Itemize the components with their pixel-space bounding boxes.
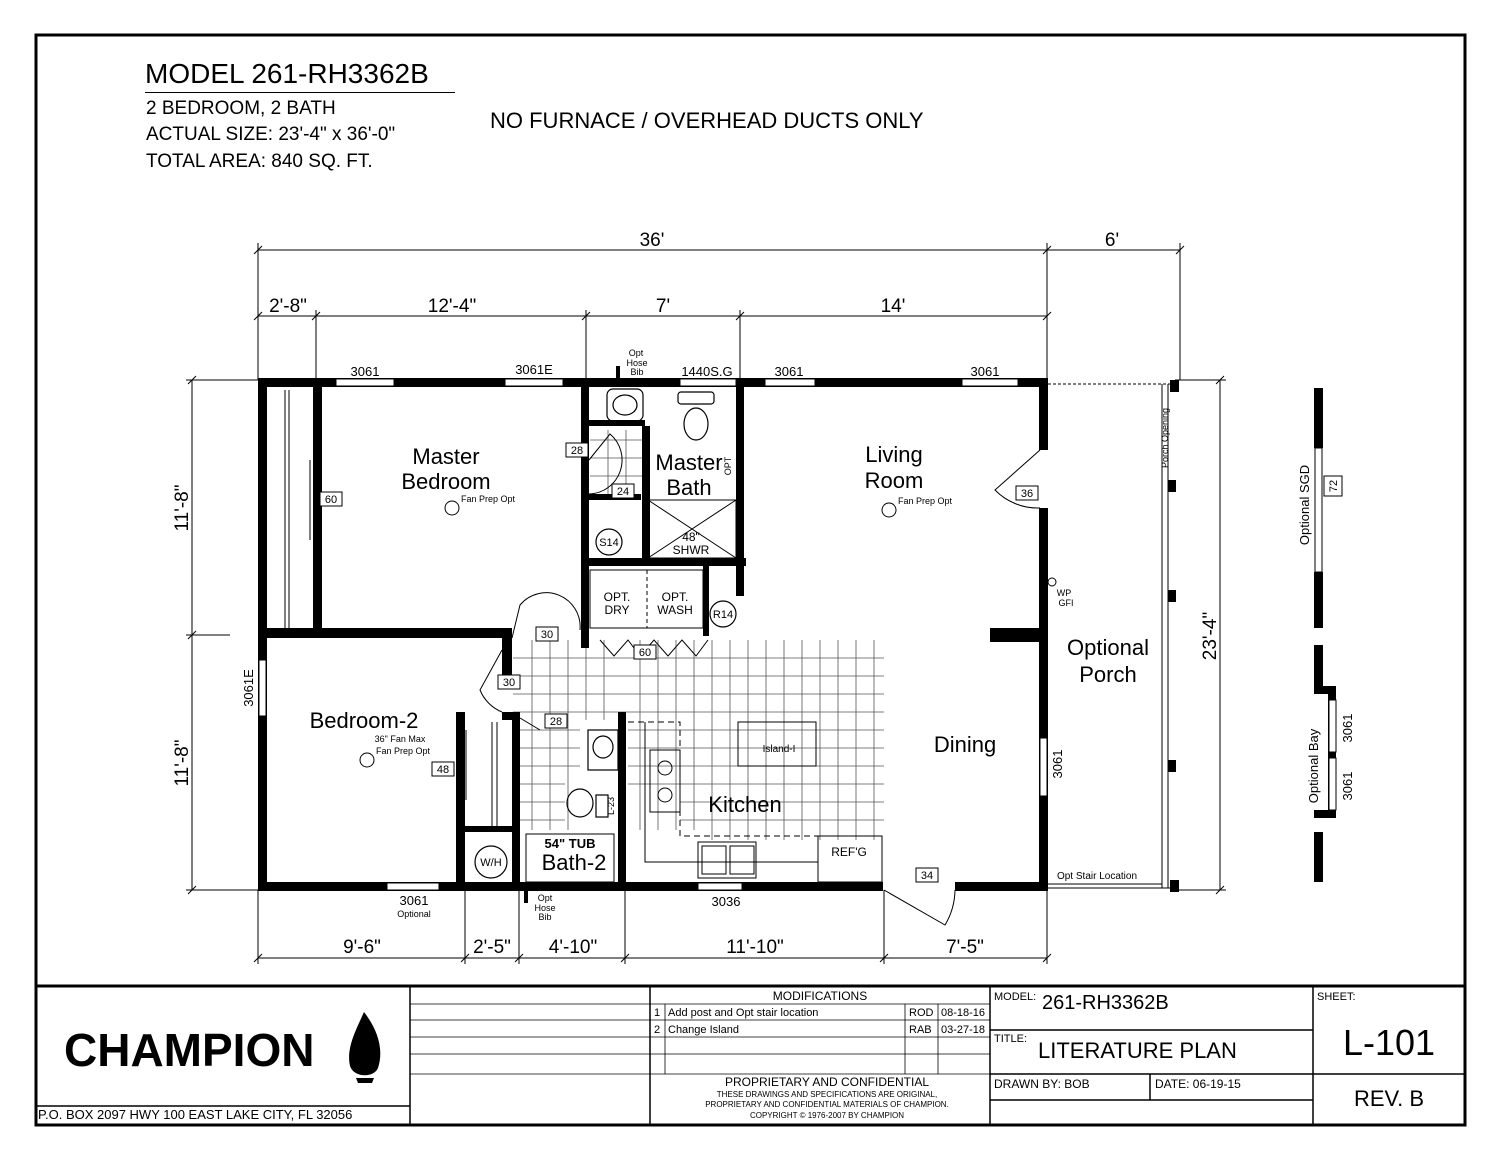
sheet-label: SHEET: bbox=[1317, 991, 1356, 1003]
room-bath-2: Bath-2 bbox=[541, 850, 607, 875]
dim-top-3: 7' bbox=[655, 296, 671, 317]
mod-description: Add post and Opt stair location bbox=[668, 1007, 819, 1019]
door-tag: 24 bbox=[616, 486, 630, 498]
window-label: 3061E bbox=[241, 669, 256, 707]
proprietary-notice bbox=[705, 1075, 949, 1120]
room-porch: Optional bbox=[1067, 635, 1149, 660]
window-label: 3061 bbox=[1340, 713, 1355, 743]
door-tag: 30 bbox=[540, 629, 554, 641]
living-fan-icon bbox=[882, 503, 896, 517]
tub-label: 54" TUB bbox=[544, 836, 596, 851]
hose-bib-icon bbox=[524, 891, 528, 903]
hose-bib-label: Hose bbox=[534, 903, 556, 913]
opt-wash-label: OPT. bbox=[661, 590, 689, 604]
mod-date: 03-27-18 bbox=[941, 1024, 986, 1036]
hose-bib-label: Bib bbox=[630, 367, 644, 377]
sheet-number: L-101 bbox=[1342, 1022, 1436, 1063]
actual-size-text: ACTUAL SIZE: 23'-4" x 36'-0" bbox=[146, 124, 396, 145]
water-heater-label: W/H bbox=[480, 857, 502, 869]
sheet-border bbox=[36, 35, 1465, 1125]
drawing-date: DATE: 06-19-15 bbox=[1155, 1077, 1241, 1091]
door-tag: 48 bbox=[436, 764, 450, 776]
dim-overall: 36' bbox=[639, 230, 665, 251]
window-label: 3061E bbox=[515, 362, 553, 377]
mod-description: Change Island bbox=[668, 1024, 739, 1036]
title-label: TITLE: bbox=[994, 1033, 1028, 1045]
drawn-by: DRAWN BY: BOB bbox=[994, 1077, 1090, 1091]
window-label: 3061 bbox=[1340, 771, 1355, 801]
model-title: MODEL 261-RH3362B bbox=[145, 58, 455, 93]
refrigerator-label: REF'G bbox=[831, 845, 867, 859]
dim-left-2: 11'-8" bbox=[172, 739, 193, 787]
mods-header: MODIFICATIONS bbox=[772, 989, 868, 1003]
dim-bottom-2: 2'-5" bbox=[473, 937, 511, 958]
mod-rows bbox=[654, 1007, 985, 1036]
room-master-bedroom: Master bbox=[412, 444, 480, 469]
window-label-optional: Optional bbox=[397, 909, 431, 919]
master-fan-icon bbox=[445, 501, 459, 515]
opt-dry-label: DRY bbox=[604, 603, 630, 617]
dim-top-4: 14' bbox=[880, 296, 906, 317]
door-tag: 36 bbox=[1020, 488, 1034, 500]
window-label: 3061 bbox=[970, 364, 1000, 379]
proprietary-title: PROPRIETARY AND CONFIDENTIAL bbox=[724, 1075, 930, 1089]
wp-gfi-label: WP bbox=[1056, 588, 1072, 598]
company-address: P.O. BOX 2097 HWY 100 EAST LAKE CITY, FL 32056 bbox=[38, 1107, 353, 1122]
dim-porch: 6' bbox=[1104, 230, 1120, 251]
sgd-tag: 72 bbox=[1328, 479, 1340, 493]
bedroom2-fan-icon bbox=[360, 753, 374, 767]
mod-by: RAB bbox=[909, 1024, 932, 1036]
opt-dry-label: OPT. bbox=[603, 590, 631, 604]
room-kitchen: Kitchen bbox=[708, 792, 782, 817]
door-tag: 60 bbox=[324, 494, 338, 506]
dim-bottom-5: 7'-5" bbox=[946, 937, 984, 958]
proprietary-line: THESE DRAWINGS AND SPECIFICATIONS ARE ORIGINAL, bbox=[716, 1090, 938, 1099]
logo-flame-icon bbox=[349, 1012, 380, 1083]
revision: REV. B bbox=[1353, 1086, 1425, 1111]
model-label: MODEL: bbox=[994, 991, 1037, 1003]
hose-bib-label: Hose bbox=[626, 358, 648, 368]
room-dining: Dining bbox=[933, 732, 997, 757]
room-master-bedroom: Bedroom bbox=[401, 469, 491, 494]
dim-left-1: 11'-8" bbox=[172, 484, 193, 532]
door-tag: 34 bbox=[920, 870, 934, 882]
fan-prep-label: Fan Prep Opt bbox=[897, 496, 953, 506]
proprietary-line: PROPRIETARY AND CONFIDENTIAL MATERIALS OF CHAMPION. bbox=[705, 1100, 949, 1109]
mod-by: ROD bbox=[909, 1007, 934, 1019]
mod-number: 1 bbox=[654, 1007, 661, 1019]
company-logo: CHAMPION bbox=[64, 1024, 315, 1076]
opt-wash-label: WASH bbox=[657, 603, 693, 617]
window-label: 3061 bbox=[399, 893, 429, 908]
porch-opening-label: Porch Opening bbox=[1160, 407, 1170, 469]
dim-top-1: 2'-8" bbox=[269, 296, 307, 317]
door-tags bbox=[320, 443, 1342, 882]
opt-label: OPT bbox=[723, 456, 733, 476]
door-tag: 28 bbox=[570, 445, 584, 457]
title-value: LITERATURE PLAN bbox=[1038, 1038, 1237, 1063]
door-tag: 60 bbox=[638, 647, 652, 659]
room-porch: Porch bbox=[1079, 662, 1137, 687]
dim-right: 23'-4" bbox=[1200, 611, 1221, 661]
dim-bottom-3: 4'-10" bbox=[548, 937, 598, 958]
optional-bay-label: Optional Bay bbox=[1306, 728, 1321, 804]
door-tag: 30 bbox=[502, 677, 516, 689]
hose-bib-icon bbox=[616, 366, 620, 378]
walls bbox=[258, 378, 1048, 891]
wp-gfi-outlet-icon bbox=[1048, 578, 1056, 586]
window-label: 3036 bbox=[711, 894, 741, 909]
copyright-line: COPYRIGHT © 1976-2007 BY CHAMPION bbox=[749, 1111, 905, 1120]
fan-prep-label: Fan Prep Opt bbox=[460, 494, 516, 504]
opt-stair-label: Opt Stair Location bbox=[1056, 871, 1138, 882]
room-master-bath: Bath bbox=[666, 475, 712, 500]
dim-bottom-1: 9'-6" bbox=[343, 937, 381, 958]
hose-bib-label: Opt bbox=[628, 348, 644, 358]
dim-top-2: 12'-4" bbox=[427, 296, 477, 317]
room-living: Living bbox=[865, 442, 923, 467]
optional-sgd-label: Optional SGD bbox=[1297, 464, 1312, 546]
bed-bath-text: 2 BEDROOM, 2 BATH bbox=[146, 98, 336, 119]
mod-date: 08-18-16 bbox=[941, 1007, 986, 1019]
window-label: 3061 bbox=[350, 364, 380, 379]
l23-label: L-23 bbox=[606, 796, 616, 816]
door-tag: 28 bbox=[549, 716, 563, 728]
window-label: 1440S.G bbox=[681, 364, 733, 379]
room-bedroom-2: Bedroom-2 bbox=[309, 708, 419, 733]
hose-bib-label: Opt bbox=[537, 893, 553, 903]
room-master-bath: Master bbox=[655, 450, 723, 475]
island-label: Island-I bbox=[762, 744, 796, 755]
room-labels bbox=[310, 442, 1149, 875]
total-area-text: TOTAL AREA: 840 SQ. FT. bbox=[146, 151, 373, 172]
shower-label: 48" bbox=[682, 530, 700, 544]
window-label: 3061 bbox=[1050, 749, 1065, 779]
fan-prep-label: Fan Prep Opt bbox=[375, 746, 431, 756]
mod-number: 2 bbox=[654, 1024, 661, 1036]
r14-label: R14 bbox=[712, 609, 734, 621]
s14-label: S14 bbox=[599, 537, 619, 549]
furnace-note: NO FURNACE / OVERHEAD DUCTS ONLY bbox=[490, 108, 924, 133]
dim-bottom-4: 11'-10" bbox=[726, 937, 784, 958]
hose-bib-label: Bib bbox=[538, 912, 552, 922]
model-value: 261-RH3362B bbox=[1042, 992, 1169, 1014]
window-label: 3061 bbox=[774, 364, 804, 379]
shower-label: SHWR bbox=[672, 543, 710, 557]
fan-max-label: 36" Fan Max bbox=[374, 734, 426, 744]
room-living: Room bbox=[864, 468, 924, 493]
wp-gfi-label: GFI bbox=[1058, 598, 1074, 608]
window-labels bbox=[241, 362, 1355, 919]
